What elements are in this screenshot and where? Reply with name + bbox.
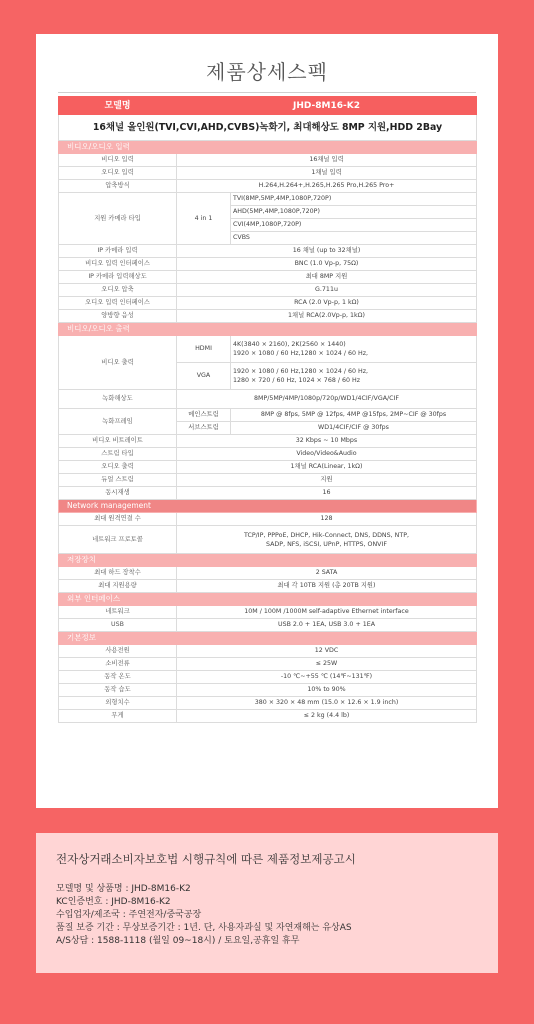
row-label: 최대 원격연결 수: [59, 513, 177, 526]
row-label: 녹화프레임: [59, 409, 177, 435]
row-label: 압축방식: [59, 180, 177, 193]
row-label: 지원 카메라 타입: [59, 193, 177, 245]
camera-mode: 4 in 1: [177, 193, 231, 245]
table-row: [59, 409, 477, 422]
table-row: [59, 658, 477, 671]
camera-type-cvi: CVI(4MP,1080P,720P): [231, 219, 477, 232]
row-label: 듀얼 스트림: [59, 474, 177, 487]
vga-value: [231, 363, 477, 390]
section-header: [59, 141, 477, 154]
notice-line-warranty: 품질 보증 기간 : 무상보증기간 : 1년. 단, 사용자과실 및 자연재해는 유상AS: [56, 923, 352, 933]
row-label: IP 카메라 입력: [59, 245, 177, 258]
section-basic: 기본정보: [59, 632, 477, 645]
row-label: 양방향 음성: [59, 310, 177, 323]
table-row: [59, 697, 477, 710]
section-header: [59, 554, 477, 567]
spec-panel: [36, 34, 498, 808]
row-label: 비디오 출력: [59, 336, 177, 390]
row-label: 비디오 비트레이트: [59, 435, 177, 448]
row-label: USB: [59, 619, 177, 632]
row-label: 최대 하드 장착수: [59, 567, 177, 580]
table-row: [59, 487, 477, 500]
row-label: 네트워크 프로토콜: [59, 526, 177, 554]
model-label: 모델명: [59, 97, 177, 115]
row-value: 32 Kbps ~ 10 Mbps: [177, 435, 477, 448]
table-row: [59, 435, 477, 448]
camera-type-tvi: TVI(8MP,5MP,4MP,1080P,720P): [231, 193, 477, 206]
protocol-value: [177, 526, 477, 554]
row-label: 동시재생: [59, 487, 177, 500]
notice-lines: [56, 883, 352, 948]
table-row: [59, 193, 477, 206]
notice-line-importer: 수입업자/제조국 : 주연전자/중국공장: [56, 910, 202, 920]
row-value: ≤ 25W: [177, 658, 477, 671]
product-notice-panel: [36, 833, 498, 973]
table-row: [59, 671, 477, 684]
row-value: 최대 8MP 지원: [177, 271, 477, 284]
table-row: [59, 180, 477, 193]
main-stream-label: 메인스트림: [177, 409, 231, 422]
row-label: 비디오 입력: [59, 154, 177, 167]
notice-title: 전자상거래소비자보호법 시행규칙에 따른 제품정보제공고시: [56, 852, 356, 866]
section-header: [59, 500, 477, 513]
section-video-audio-input: 비디오/오디오 입력: [59, 141, 477, 154]
row-value: 1채널 RCA(Linear, 1kΩ): [177, 461, 477, 474]
table-row: [59, 567, 477, 580]
row-value: RCA (2.0 Vp-p, 1 kΩ): [177, 297, 477, 310]
row-value: 2 SATA: [177, 567, 477, 580]
main-stream-value: 8MP @ 8fps, 5MP @ 12fps, 4MP @15fps, 2MP~CIF @ 30fps: [231, 409, 477, 422]
spec-table: [58, 96, 477, 723]
row-value: 128: [177, 513, 477, 526]
title-divider: [58, 92, 476, 93]
row-label: 녹화해상도: [59, 390, 177, 409]
hdmi-line: 4K(3840 × 2160), 2K(2560 × 1440): [233, 341, 346, 348]
camera-type-ahd: AHD(5MP,4MP,1080P,720P): [231, 206, 477, 219]
page-title: 제품상세스펙: [206, 60, 328, 84]
vga-line: 1280 × 720 / 60 Hz, 1024 × 768 / 60 Hz: [233, 377, 361, 384]
row-value: 12 VDC: [177, 645, 477, 658]
sub-stream-value: WD1/4CIF/CIF @ 30fps: [231, 422, 477, 435]
table-row: [59, 474, 477, 487]
row-label: 오디오 입력: [59, 167, 177, 180]
row-value: H.264,H.264+,H.265,H.265 Pro,H.265 Pro+: [177, 180, 477, 193]
notice-line-model: 모델명 및 상품명 : JHD-8M16-K2: [56, 884, 191, 894]
row-label: 동작 습도: [59, 684, 177, 697]
table-row: [59, 154, 477, 167]
table-row: [59, 684, 477, 697]
table-row: [59, 513, 477, 526]
table-row: [59, 606, 477, 619]
section-header: [59, 632, 477, 645]
protocol-line: TCP/IP, PPPoE, DHCP, Hik-Connect, DNS, DDNS, NTP,: [244, 531, 409, 539]
row-label: IP 카메라 입력해상도: [59, 271, 177, 284]
row-label: 네트워크: [59, 606, 177, 619]
table-row: [59, 580, 477, 593]
row-label: 오디오 압축: [59, 284, 177, 297]
row-value: 지원: [177, 474, 477, 487]
hdmi-line: 1920 × 1080 / 60 Hz,1280 × 1024 / 60 Hz,: [233, 350, 369, 357]
protocol-line: SADP, NFS, iSCSI, UPnP, HTTPS, ONVIF: [266, 540, 387, 548]
row-label: 오디오 입력 인터페이스: [59, 297, 177, 310]
row-label: 소비전류: [59, 658, 177, 671]
table-row: [59, 336, 477, 363]
row-label: 스트림 타입: [59, 448, 177, 461]
model-value: JHD-8M16-K2: [177, 97, 477, 115]
row-value: 16 채널 (up to 32채널): [177, 245, 477, 258]
table-row: [59, 461, 477, 474]
row-label: 무게: [59, 710, 177, 723]
table-row: [59, 390, 477, 409]
table-row: [59, 448, 477, 461]
row-value: BNC (1.0 Vp-p, 75Ω): [177, 258, 477, 271]
table-row: [59, 526, 477, 554]
row-value: ≤ 2 kg (4.4 lb): [177, 710, 477, 723]
row-value: 16: [177, 487, 477, 500]
section-video-audio-output: 비디오/오디오 출력: [59, 323, 477, 336]
table-row: [59, 645, 477, 658]
row-value: 10M / 100M /1000M self-adaptive Ethernet interface: [177, 606, 477, 619]
row-label: 외형치수: [59, 697, 177, 710]
camera-type-cvbs: CVBS: [231, 232, 477, 245]
row-value: -10 ℃~+55 ℃ (14℉~131℉): [177, 671, 477, 684]
row-value: 16채널 입력: [177, 154, 477, 167]
row-value: 10% to 90%: [177, 684, 477, 697]
hdmi-label: HDMI: [177, 336, 231, 363]
row-value: USB 2.0 + 1EA, USB 3.0 + 1EA: [177, 619, 477, 632]
notice-line-kc: KC인증번호 : JHD-8M16-K2: [56, 897, 171, 907]
section-network: Network management: [59, 500, 477, 513]
table-row: [59, 619, 477, 632]
vga-line: 1920 × 1080 / 60 Hz,1280 × 1024 / 60 Hz,: [233, 368, 369, 375]
table-row: [59, 284, 477, 297]
row-label: 오디오 출력: [59, 461, 177, 474]
row-value: 8MP/5MP/4MP/1080p/720p/WD1/4CIF/VGA/CIF: [177, 390, 477, 409]
sub-stream-label: 서브스트림: [177, 422, 231, 435]
row-value: 380 × 320 × 48 mm (15.0 × 12.6 × 1.9 inch): [177, 697, 477, 710]
section-external: 외부 인터페이스: [59, 593, 477, 606]
table-row: [59, 167, 477, 180]
row-label: 비디오 입력 인터페이스: [59, 258, 177, 271]
row-value: 1채널 입력: [177, 167, 477, 180]
notice-line-as: A/S상담 : 1588-1118 (월일 09~18시) / 토요일,공휴일 휴무: [56, 936, 300, 946]
row-label: 최대 지원용량: [59, 580, 177, 593]
product-description: 16채널 올인원(TVI,CVI,AHD,CVBS)녹화기, 최대해상도 8MP 지원,HDD 2Bay: [59, 115, 477, 141]
table-row: [59, 310, 477, 323]
row-value: G.711u: [177, 284, 477, 297]
row-label: 사용전원: [59, 645, 177, 658]
hdmi-value: [231, 336, 477, 363]
section-storage: 저장장치: [59, 554, 477, 567]
model-row: [59, 97, 477, 115]
section-header: [59, 323, 477, 336]
description-row: [59, 115, 477, 141]
section-header: [59, 593, 477, 606]
row-value: 최대 각 10TB 지원 (총 20TB 지원): [177, 580, 477, 593]
table-row: [59, 258, 477, 271]
row-value: Video/Video&Audio: [177, 448, 477, 461]
vga-label: VGA: [177, 363, 231, 390]
table-row: [59, 297, 477, 310]
row-value: 1채널 RCA(2.0Vp-p, 1kΩ): [177, 310, 477, 323]
row-label: 동작 온도: [59, 671, 177, 684]
table-row: [59, 245, 477, 258]
table-row: [59, 271, 477, 284]
table-row: [59, 710, 477, 723]
